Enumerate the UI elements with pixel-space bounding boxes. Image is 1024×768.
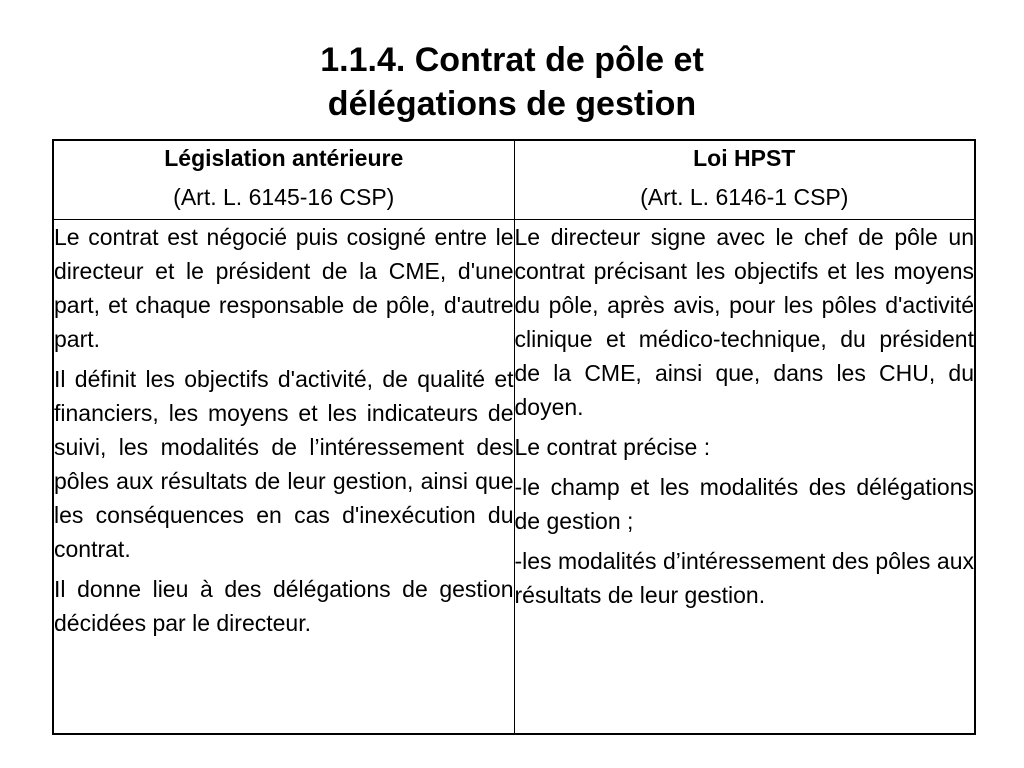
table-header-row	[53, 140, 975, 220]
title-line-1: 1.1.4. Contrat de pôle et	[320, 41, 704, 79]
paragraph: Il définit les objectifs d'activité, de qualité et financiers, les moyens et les indicateurs de suivi, les modalités de l’intéressement des pôles aux résultats de leur gestion, ainsi que les conséquences en cas d'inexécution du contrat.	[54, 366, 514, 562]
comparison-table	[52, 139, 976, 735]
header-cell-hpst-law	[514, 140, 975, 220]
body-cell-previous-law	[53, 220, 514, 735]
paragraph: Le contrat est négocié puis cosigné entre le directeur et le président de la CME, d'une part, et chaque responsable de pôle, d'autre part.	[54, 224, 514, 352]
column-reference: (Art. L. 6146-1 CSP)	[640, 184, 849, 210]
title-line-2: délégations de gestion	[327, 85, 697, 123]
column-reference: (Art. L. 6145-16 CSP)	[173, 184, 395, 210]
paragraph: Le contrat précise :	[514, 434, 711, 460]
column-heading: Législation antérieure	[164, 145, 404, 171]
paragraph: Il donne lieu à des délégations de gestion décidées par le directeur.	[54, 576, 514, 636]
slide-title	[0, 38, 1024, 126]
paragraph: -le champ et les modalités des délégations de gestion ;	[514, 474, 974, 534]
column-heading: Loi HPST	[693, 145, 796, 171]
table-body-row	[53, 220, 975, 735]
header-cell-previous-law	[53, 140, 514, 220]
paragraph: Le directeur signe avec le chef de pôle un contrat précisant les objectifs et les moyens du pôle, après avis, pour les pôles d'activité clinique et médico-technique, du président de la CME, ainsi que, dans les CHU, du doyen.	[514, 224, 974, 420]
paragraph: -les modalités d’intéressement des pôles aux résultats de leur gestion.	[514, 548, 974, 608]
body-cell-hpst-law	[514, 220, 975, 735]
